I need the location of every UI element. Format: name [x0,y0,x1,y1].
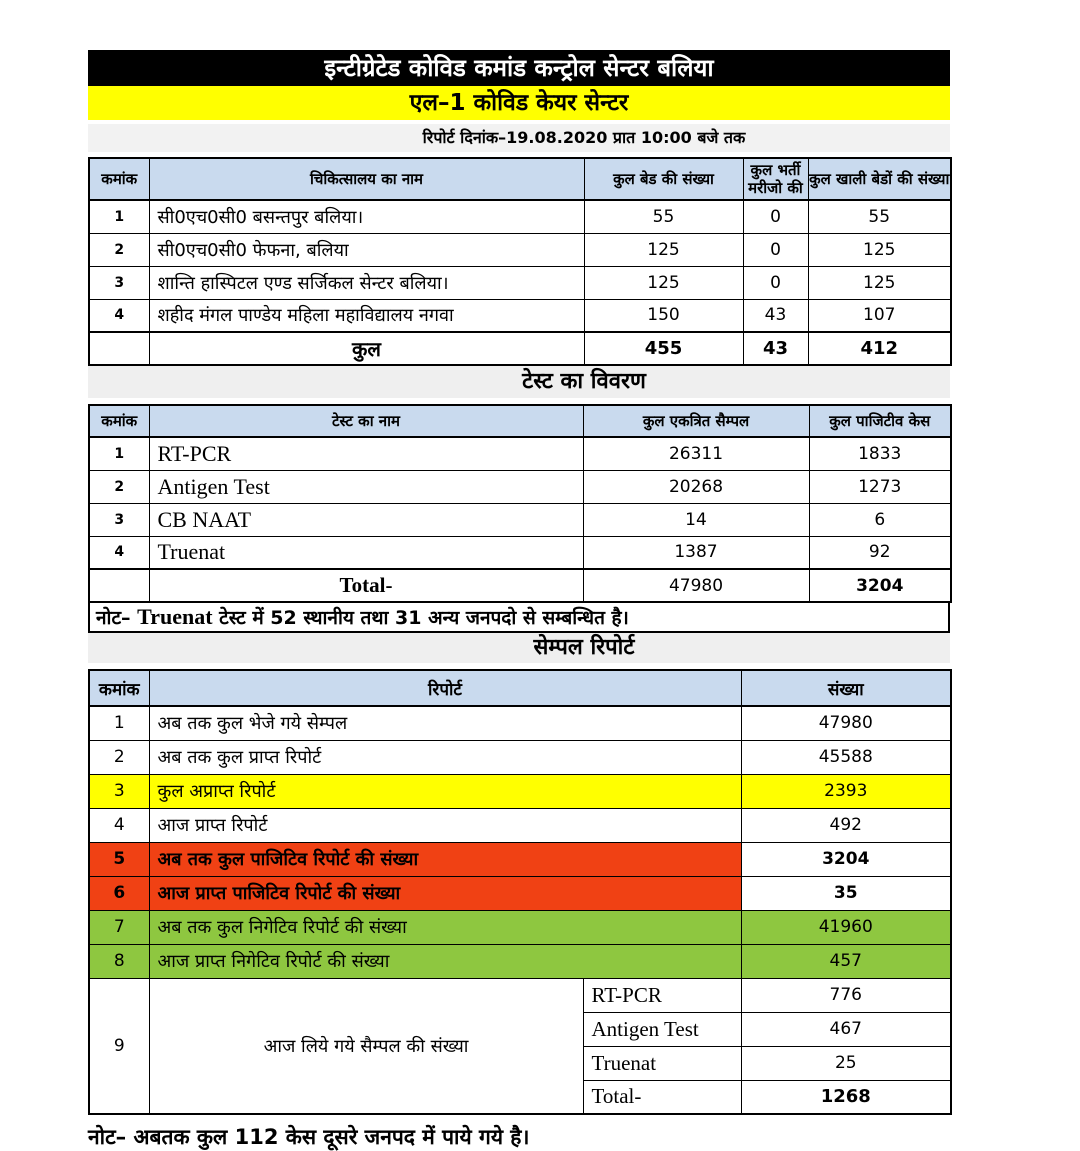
vacant-beds-value: 125 [808,233,951,266]
row-sno: 4 [89,299,149,332]
sub-test-name: RT-PCR [583,978,741,1012]
vacant-beds-value: 107 [808,299,951,332]
col-header-test-name: टेस्ट का नाम [149,405,583,437]
table-row [89,233,951,266]
report-date-line: रिपोर्ट दिनांक–19.08.2020 प्रात 10:00 बजे तक [88,124,950,152]
table-row [89,740,951,774]
sub-count-value: 776 [741,978,951,1012]
row-sno: 8 [89,944,149,978]
report-label: अब तक कुल पाजिटिव रिपोर्ट की संख्या [149,842,741,876]
sub-test-name: Antigen Test [583,1012,741,1046]
row-sno: 1 [89,437,149,470]
count-value: 2393 [741,774,951,808]
hospital-name: सी0एच0सी0 फेफना, बलिया [149,233,584,266]
table-row [89,536,951,569]
row-sno: 1 [89,706,149,740]
col-header-positive: कुल पाजिटीव केस [809,405,951,437]
vacant-beds-value: 55 [808,200,951,233]
note-text: टेस्ट में 52 स्थानीय तथा 31 अन्य जनपदो से सम्बन्धित है। [212,607,629,629]
note-truenat-word: Truenat [137,604,213,629]
table-row-total-positive [89,842,951,876]
admitted-value: 0 [743,200,808,233]
today-samples-label: आज लिये गये सैम्पल की संख्या [149,978,583,1114]
table-row-today-samples [89,978,951,1012]
report-label: कुल अप्राप्त रिपोर्ट [149,774,741,808]
positive-value: 1273 [809,470,951,503]
row-sno: 4 [89,808,149,842]
footer-note: नोट– अबतक कुल 112 केस दूसरे जनपद में पाये गये है। [88,1125,530,1149]
sample-table-header-row [89,670,951,706]
truenat-note [88,603,950,633]
vacant-beds-total: 412 [808,332,951,365]
page-subtitle: एल–1 कोविड केयर सेन्टर [88,86,950,120]
report-label: अब तक कुल प्राप्त रिपोर्ट [149,740,741,774]
sample-report-table [88,669,952,1115]
empty-cell [89,569,149,602]
total-beds-value: 55 [584,200,743,233]
samples-value: 20268 [583,470,809,503]
row-sno: 1 [89,200,149,233]
row-sno: 7 [89,910,149,944]
row-sno: 3 [89,503,149,536]
admitted-value: 0 [743,233,808,266]
table-row-today-positive [89,876,951,910]
hospital-bed-table [88,157,952,366]
col-header-count: संख्या [741,670,951,706]
sample-report-section-title: सेम्पल रिपोर्ट [88,633,950,663]
table-row [89,299,951,332]
bed-table-total-row [89,332,951,365]
total-beds-value: 125 [584,233,743,266]
table-row [89,706,951,740]
count-value: 457 [741,944,951,978]
total-label: Total- [149,569,583,602]
table-row-unreceived-reports [89,774,951,808]
table-row [89,200,951,233]
col-header-sno: कमांक [89,405,149,437]
test-table-header-row [89,405,951,437]
table-row-total-negative [89,910,951,944]
table-row [89,503,951,536]
hospital-name: शहीद मंगल पाण्डेय महिला महाविद्यालय नगवा [149,299,584,332]
positive-value: 92 [809,536,951,569]
report-label: अब तक कुल निगेटिव रिपोर्ट की संख्या [149,910,741,944]
page-title: इन्टीग्रेटेड कोविड कमांड कन्ट्रोल सेन्टर बलिया [88,50,950,86]
note-prefix: नोट– [96,607,138,629]
positive-value: 6 [809,503,951,536]
sub-count-value: 467 [741,1012,951,1046]
count-value: 3204 [741,842,951,876]
row-sno: 2 [89,470,149,503]
table-row [89,266,951,299]
test-name: CB NAAT [149,503,583,536]
count-value: 492 [741,808,951,842]
total-beds-total: 455 [584,332,743,365]
admitted-total: 43 [743,332,808,365]
count-value: 35 [741,876,951,910]
col-header-vacant-beds: कुल खाली बेडों की संख्या [808,158,951,200]
col-header-samples: कुल एकत्रित सैम्पल [583,405,809,437]
test-name: Antigen Test [149,470,583,503]
row-sno: 2 [89,740,149,774]
row-sno: 5 [89,842,149,876]
test-details-section-title: टेस्ट का विवरण [88,366,950,398]
row-sno: 4 [89,536,149,569]
count-value: 45588 [741,740,951,774]
samples-value: 14 [583,503,809,536]
sub-count-value: 25 [741,1046,951,1080]
table-row [89,437,951,470]
samples-value: 1387 [583,536,809,569]
total-beds-value: 150 [584,299,743,332]
count-value: 41960 [741,910,951,944]
col-header-total-beds: कुल बेड की संख्या [584,158,743,200]
sub-total-label: Total- [583,1080,741,1114]
report-page [88,50,950,1151]
col-header-sno: कमांक [89,670,149,706]
report-label: आज प्राप्त निगेटिव रिपोर्ट की संख्या [149,944,741,978]
test-table-total-row [89,569,951,602]
total-beds-value: 125 [584,266,743,299]
total-label: कुल [149,332,584,365]
table-row [89,808,951,842]
count-value: 47980 [741,706,951,740]
col-header-hospital-name: चिकित्सालय का नाम [149,158,584,200]
row-sno: 3 [89,774,149,808]
samples-value: 26311 [583,437,809,470]
positive-value: 1833 [809,437,951,470]
test-name: RT-PCR [149,437,583,470]
report-label: आज प्राप्त पाजिटिव रिपोर्ट की संख्या [149,876,741,910]
positive-total: 3204 [809,569,951,602]
report-label: अब तक कुल भेजे गये सेम्पल [149,706,741,740]
col-header-sno: कमांक [89,158,149,200]
hospital-name: शान्ति हास्पिटल एण्ड सर्जिकल सेन्टर बलिया। [149,266,584,299]
table-row-today-negative [89,944,951,978]
row-sno: 6 [89,876,149,910]
hospital-name: सी0एच0सी0 बसन्तपुर बलिया। [149,200,584,233]
row-sno: 2 [89,233,149,266]
sub-test-name: Truenat [583,1046,741,1080]
sub-total-value: 1268 [741,1080,951,1114]
row-sno: 9 [89,978,149,1114]
report-label: आज प्राप्त रिपोर्ट [149,808,741,842]
admitted-value: 0 [743,266,808,299]
col-header-report: रिपोर्ट [149,670,741,706]
bed-table-header-row [89,158,951,200]
vacant-beds-value: 125 [808,266,951,299]
table-row [89,470,951,503]
empty-cell [89,332,149,365]
row-sno: 3 [89,266,149,299]
admitted-value: 43 [743,299,808,332]
test-details-table [88,404,952,603]
samples-total: 47980 [583,569,809,602]
test-name: Truenat [149,536,583,569]
col-header-admitted: कुल भर्ती मरीजो की [743,158,808,200]
